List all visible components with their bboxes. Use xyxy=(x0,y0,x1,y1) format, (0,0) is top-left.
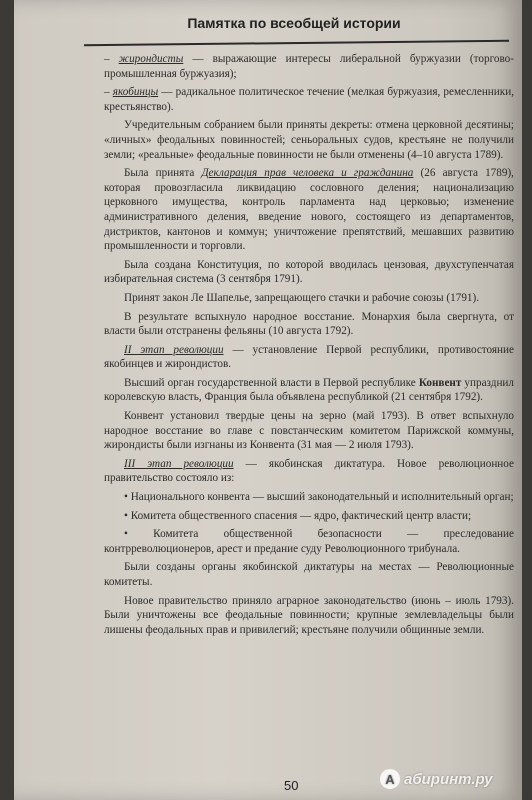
emphasis: Декларация прав человека и гражданина xyxy=(201,167,414,180)
stage-heading: II этап революции xyxy=(124,343,224,356)
page-body xyxy=(104,52,514,641)
paragraph: Конвент установил твердые цены на зерно (май 1793). В ответ вспыхнуло народное восстание во главе с повстанческим комитетом Парижской коммуны, жирондисты были изгнаны из Конвента (31 мая — 2 июля 1793). xyxy=(104,410,514,452)
book-page xyxy=(14,0,522,800)
bullet-item: • Комитета общественной безопасности — преследование контрреволюционеров, арест и предание суду Революционного трибунала. xyxy=(104,528,514,555)
term: жирондисты xyxy=(118,53,184,65)
header-rule xyxy=(84,40,509,46)
bullet-item: • Национального конвента — высший законодательный и исполнительный орган; xyxy=(124,491,514,504)
watermark xyxy=(380,766,493,792)
watermark-text: абиринт.ру xyxy=(404,770,493,788)
page-number: 50 xyxy=(284,778,299,793)
paragraph: Были созданы органы якобинской диктатуры на местах — Революционные комитеты. xyxy=(104,561,514,588)
running-header: Памятка по всеобщей истории xyxy=(187,15,401,31)
bullet-item: • Комитета общественного спасения — ядро, фактический центр власти; xyxy=(124,509,472,522)
labirint-logo-icon: А xyxy=(380,769,400,789)
paragraph: Новое правительство приняло аграрное законодательство (июнь – июль 1793). Были уничтожены все феодальные повинности; крупные землевладельцы были лишены феодальных прав и привилегий; крестьяне получили общинные земли. xyxy=(104,594,514,636)
paragraph: Высший орган государственной власти в Первой республике Конвент упразднил королевскую власть, Франция была объявлена республикой (21 сентября 1792). xyxy=(104,376,514,404)
term: якобинцы xyxy=(112,86,159,99)
paragraph: II этап революции — установление Первой республики, противостояние якобинцев и жирондистов. xyxy=(104,343,514,371)
paragraph: – жирондисты — выражающие интересы либеральной буржуазии (торгово-промышленная буржуазия); xyxy=(104,53,514,80)
paragraph: Была создана Конституция, по которой вводилась цензовая, двухступенчатая избирательная система (3 сентября 1791). xyxy=(104,258,514,286)
paragraph: – якобинцы — радикальное политическое течение (мелкая буржуазия, ремесленники, крестьянство). xyxy=(104,86,514,113)
paragraph: Учредительным собранием были приняты декреты: отмена церковной десятины; «личных» феодальных повинностей; сеньоральных судов, крестьяне не получили земли; «реальные» феодальные повинности не были отменены (4–10 августа 1789). xyxy=(104,119,514,161)
paragraph: III этап революции — якобинская диктатура. Новое революционное правительство состояло из: xyxy=(104,457,514,485)
paragraph: В результате вспыхнуло народное восстание. Монархия была свергнута, от власти были отстранены фельяны (10 августа 1792). xyxy=(104,310,514,338)
paragraph: Принят закон Ле Шапелье, запрещающего стачки и рабочие союзы (1791). xyxy=(124,291,480,304)
paragraph: Была принята Декларация прав человека и гражданина (26 августа 1789), которая провозгласила ликвидацию сословного деления; национализацию церковного имущества, контроль парламента над церковью; изменение административного деления, введение нового, состоящего из департаментов, дистриктов, кантонов и коммун; уничтожение препятствий, мешавших развитию промышленности и торговли. xyxy=(104,167,514,253)
bold-term: Конвент xyxy=(418,376,462,389)
stage-heading: III этап революции xyxy=(124,457,234,470)
